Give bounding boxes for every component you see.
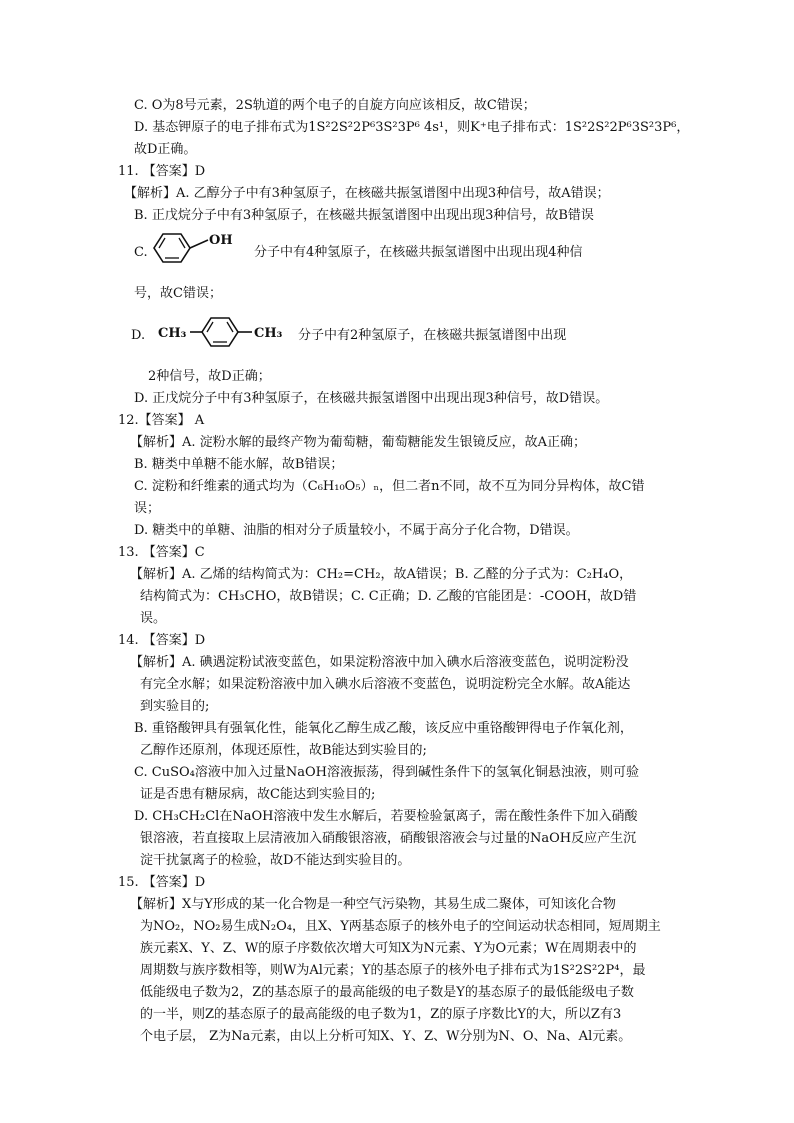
xylene-ch3-right: CH₃	[254, 326, 283, 341]
text-line: 周期数与族序数相等，则W为Al元素；Y的基态原子的核外电子排布式为1S²2S²2P⁴，最	[140, 963, 646, 978]
text-line: 故D正确。	[134, 142, 197, 157]
phenol-oh-label: OH	[209, 233, 233, 248]
text-line: 结构简式为：CH₃CHO，故B错误；C. C正确；D. 乙酸的官能团是：-COOH，故D错	[140, 589, 637, 604]
text-line: 族元素X、Y、Z、W的原子序数依次增大可知X为N元素、Y为O元素；W在周期表中的	[140, 941, 637, 956]
text-line: 分子中有4种氢原子，在核磁共振氢谱图中出现出现4种信	[254, 245, 583, 260]
phenol-structure	[148, 226, 248, 270]
answer-heading-11: 11. 【答案】D	[118, 164, 206, 179]
text-line: C. CuSO₄溶液中加入过量NaOH溶液振荡，得到碱性条件下的氢氧化铜悬浊液，则可验	[134, 765, 639, 780]
text-line: 【解析】A. 乙烯的结构简式为：CH₂=CH₂，故A错误；B. 乙醛的分子式为：C₂H₄O，	[130, 567, 633, 582]
text-line: 个电子层， Z为Na元素，由以上分析可知X、Y、Z、W分别为N、O、Na、Al元素。	[140, 1029, 632, 1044]
answer-heading-15: 15. 【答案】D	[118, 875, 206, 890]
text-line: 淀干扰氯离子的检验，故D不能达到实验目的。	[140, 853, 411, 868]
text-line: 乙醇作还原剂，体现还原性，故B能达到实验目的;	[140, 743, 427, 758]
text-line: C. O为8号元素，2S轨道的两个电子的自旋方向应该相反，故C错误；	[134, 98, 536, 113]
answer-heading-12: 12.【答案】 A	[118, 413, 205, 428]
xylene-ch3-left: CH₃	[158, 326, 187, 341]
text-line: 证是否患有糖尿病，故C能达到实验目的;	[140, 787, 376, 802]
option-label: C.	[134, 245, 148, 260]
text-line: D. CH₃CH₂Cl在NaOH溶液中发生水解后，若要检验氯离子，需在酸性条件下加入硝酸	[134, 809, 638, 824]
p-xylene-structure	[156, 309, 292, 355]
text-line: 【解析】X与Y形成的某一化合物是一种空气污染物，其易生成二聚体，可知该化合物	[130, 897, 616, 912]
text-line: 误；	[134, 501, 161, 516]
text-line: 【解析】A. 碘遇淀粉试液变蓝色，如果淀粉溶液中加入碘水后溶液变蓝色，说明淀粉没	[130, 655, 629, 670]
text-line: 低能级电子数为2，Z的基态原子的最高能级的电子数是Y的基态原子的最低能级电子数	[140, 985, 634, 1000]
answer-heading-14: 14. 【答案】D	[118, 633, 206, 648]
option-label: D.	[131, 328, 146, 343]
text-line: 有完全水解；如果淀粉溶液中加入碘水后溶液不变蓝色，说明淀粉完全水解。故A能达	[140, 677, 631, 692]
text-line: 误。	[140, 611, 167, 626]
text-line: 银溶液，若直接取上层清液加入硝酸银溶液，硝酸银溶液会与过量的NaOH反应产生沉	[140, 831, 637, 846]
text-line: B. 糖类中单糖不能水解，故B错误；	[134, 457, 344, 472]
text-line: 分子中有2种氢原子，在核磁共振氢谱图中出现	[298, 328, 567, 343]
text-line: B. 重铬酸钾具有强氧化性，能氧化乙醇生成乙酸，该反应中重铬酸钾得电子作氧化剂，	[134, 721, 633, 736]
text-line: B. 正戊烷分子中有3种氢原子，在核磁共振氢谱图中出现出现3种信号，故B错误	[134, 208, 594, 223]
text-line: C. 淀粉和纤维素的通式均为（C₆H₁₀O₅）ₙ，但二者n不同，故不互为同分异构体，故C错	[134, 479, 645, 494]
text-line: D. 正戊烷分子中有3种氢原子，在核磁共振氢谱图中出现出现3种信号，故D错误。	[134, 391, 609, 406]
text-line: 为NO₂，NO₂易生成N₂O₄，且X、Y两基态原子的核外电子的空间运动状态相同，短周期主	[140, 919, 661, 934]
text-line: 【解析】A. 乙醇分子中有3种氢原子，在核磁共振氢谱图中出现3种信号，故A错误；	[124, 186, 610, 201]
text-line: 号，故C错误；	[134, 286, 222, 301]
text-line: D. 糖类中的单糖、油脂的相对分子质量较小，不属于高分子化合物，D错误。	[134, 523, 579, 538]
text-line: 的一半，则Z的基态原子的最高能级的电子数为1，Z的原子序数比Y的大，所以Z有3	[140, 1007, 622, 1022]
text-line: 2种信号，故D正确；	[148, 369, 271, 384]
text-line: D. 基态钾原子的电子排布式为1S²2S²2P⁶3S²3P⁶ 4s¹，则K⁺电子排布式：1S²2S²2P⁶3S²3P⁶，	[134, 120, 690, 135]
text-line: 到实验目的;	[140, 699, 210, 714]
answer-heading-13: 13. 【答案】C	[118, 545, 205, 560]
text-line: 【解析】A. 淀粉水解的最终产物为葡萄糖，葡萄糖能发生银镜反应，故A正确；	[130, 435, 587, 450]
